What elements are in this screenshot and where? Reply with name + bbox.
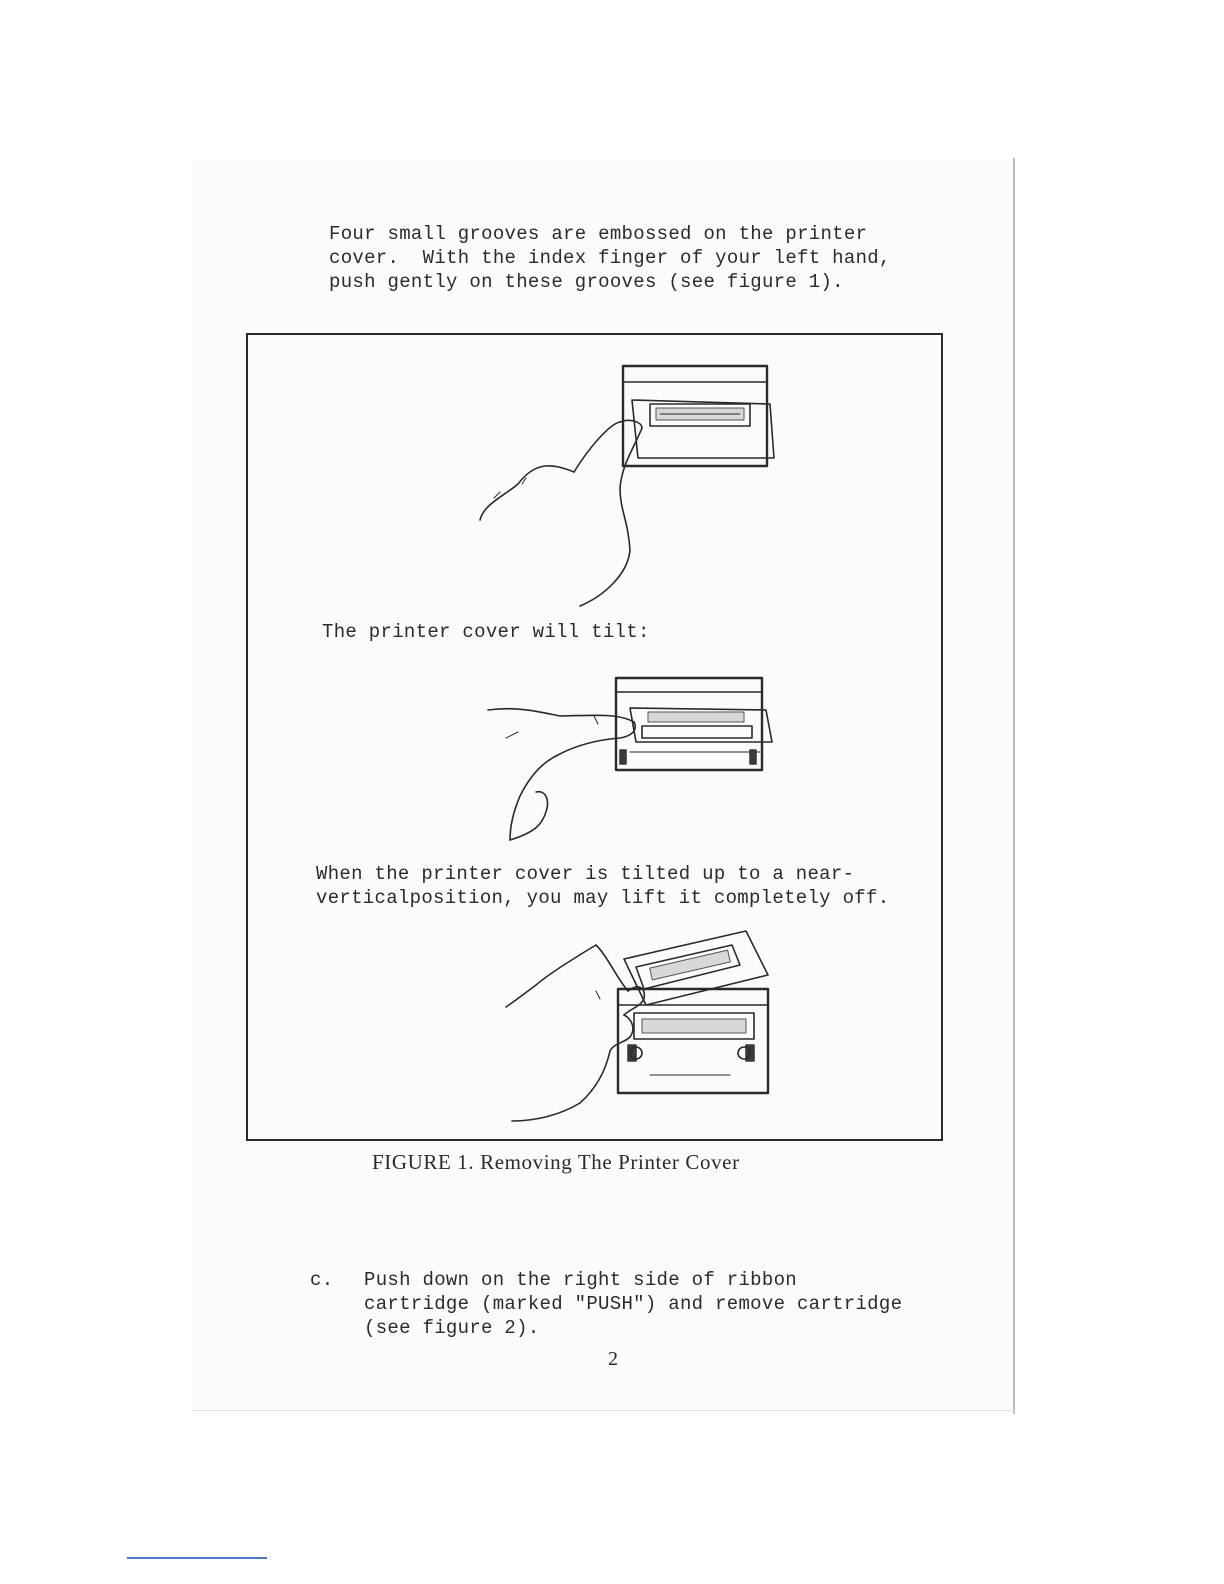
finger-pressing-cover-illustration	[470, 360, 790, 630]
cover-tilting-illustration	[470, 672, 790, 852]
tilt-caption: The printer cover will tilt:	[322, 621, 650, 643]
intro-paragraph: Four small grooves are embossed on the printer cover. With the index finger of your left hand, push gently on these grooves (see figure 1).	[329, 223, 891, 293]
step-c-marker: c.	[310, 1269, 334, 1291]
index-finger-top	[574, 422, 620, 472]
figure-caption: FIGURE 1. Removing The Printer Cover	[372, 1150, 740, 1174]
hand-2	[510, 756, 556, 840]
cover-grooves-2	[648, 712, 744, 722]
page-number: 2	[608, 1348, 618, 1370]
cover-lift-off-illustration	[500, 925, 800, 1130]
hand-3-palm	[512, 1051, 610, 1121]
hand-back	[480, 466, 574, 520]
step-c-text: Push down on the right side of ribbon cartridge (marked "PUSH") and remove cartridge (see figure 2).	[364, 1269, 903, 1339]
lift-caption: When the printer cover is tilted up to a near- verticalposition, you may lift it completely off.	[316, 863, 890, 909]
hand-palm	[580, 488, 630, 606]
scan-right-edge	[1013, 158, 1015, 1414]
finger-2-top	[488, 709, 634, 722]
bottom-underline-mark	[127, 1557, 267, 1559]
scan-bottom-edge	[192, 1410, 1014, 1411]
hand-3-back	[506, 945, 596, 1007]
